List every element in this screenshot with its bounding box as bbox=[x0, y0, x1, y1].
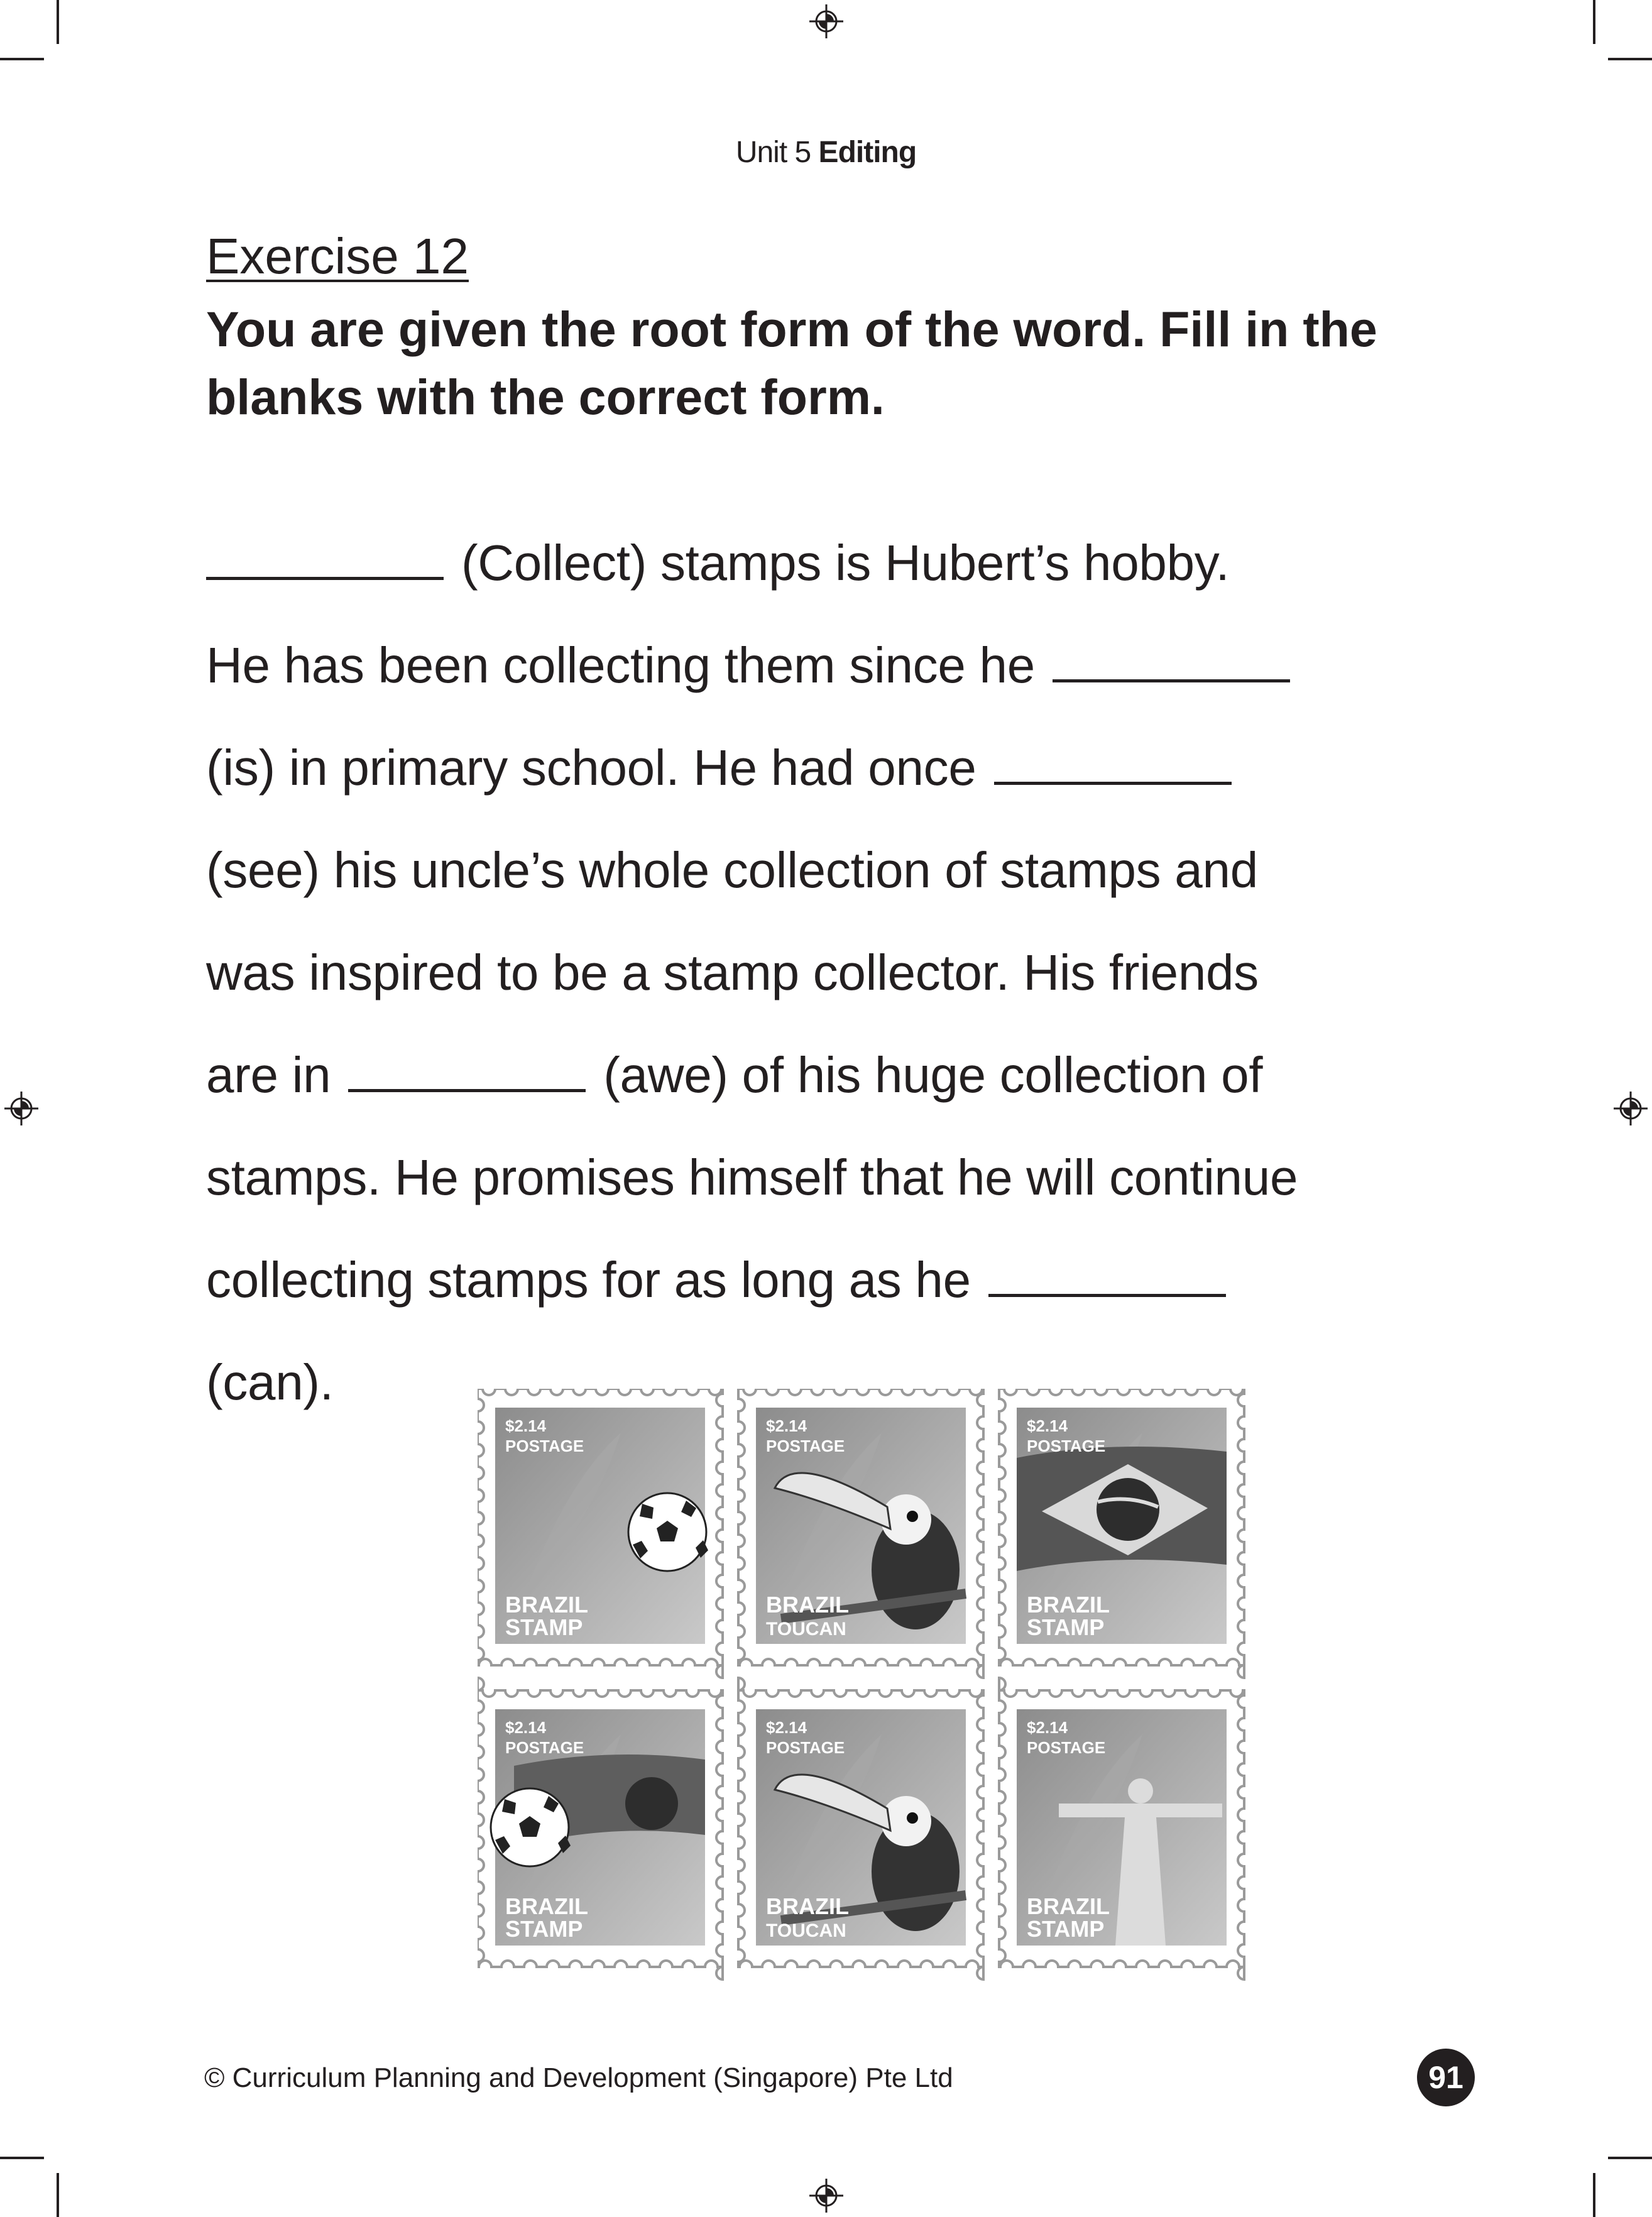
running-header bbox=[0, 135, 1652, 170]
passage-line bbox=[206, 1046, 1262, 1104]
flag-globe bbox=[1097, 1478, 1159, 1541]
stamp-postage: POSTAGE bbox=[1027, 1738, 1106, 1757]
flag-globe bbox=[625, 1777, 678, 1830]
stamp-subject: STAMP bbox=[1027, 1614, 1105, 1640]
passage-text: are in bbox=[206, 1047, 331, 1103]
passage-line bbox=[206, 1251, 1230, 1309]
toucan-eye bbox=[907, 1812, 918, 1824]
stamp-price: $2.14 bbox=[505, 1416, 547, 1435]
stamp bbox=[999, 1678, 1244, 1979]
stamp-country: BRAZIL bbox=[766, 1592, 849, 1618]
stamp-country: BRAZIL bbox=[505, 1592, 588, 1618]
passage-text: stamps. He promises himself that he will continue bbox=[206, 1149, 1298, 1205]
passage-text: (can). bbox=[206, 1354, 334, 1410]
stamps-illustration bbox=[478, 1389, 1257, 1986]
stamp-price: $2.14 bbox=[505, 1718, 547, 1737]
registration-mark-icon bbox=[3, 1090, 40, 1127]
stamp-postage: POSTAGE bbox=[766, 1738, 845, 1757]
passage-text: (see) his uncle’s whole collection of stamps and bbox=[206, 842, 1258, 898]
stamp bbox=[478, 1389, 723, 1678]
passage-line bbox=[206, 1149, 1298, 1207]
registration-mark-icon bbox=[808, 2177, 845, 2214]
passage-text: He has been collecting them since he bbox=[206, 637, 1035, 693]
stamp-country: BRAZIL bbox=[1027, 1592, 1110, 1618]
crop-mark bbox=[0, 58, 44, 60]
answer-blank[interactable] bbox=[1053, 642, 1290, 682]
stamp-country: BRAZIL bbox=[505, 1893, 588, 1919]
copyright-notice: © Curriculum Planning and Development (Singapore) Pte Ltd bbox=[204, 2062, 953, 2093]
registration-mark-icon bbox=[808, 3, 845, 40]
stamp-postage: POSTAGE bbox=[505, 1738, 584, 1757]
stamp-price: $2.14 bbox=[1027, 1416, 1068, 1435]
stamp-subject: STAMP bbox=[505, 1614, 583, 1640]
answer-blank[interactable] bbox=[206, 539, 444, 580]
toucan-eye bbox=[907, 1511, 918, 1522]
passage-text: (is) in primary school. He had once bbox=[206, 740, 976, 796]
stamp-subject: TOUCAN bbox=[766, 1619, 846, 1639]
section-label: Editing bbox=[818, 136, 917, 169]
passage-text: (awe) of his huge collection of bbox=[603, 1047, 1263, 1103]
passage-text: (Collect) stamps is Hubert’s hobby. bbox=[461, 535, 1230, 591]
stamp-price: $2.14 bbox=[766, 1416, 807, 1435]
passage-text: was inspired to be a stamp collector. His friends bbox=[206, 944, 1259, 1000]
page-number: 91 bbox=[1417, 2049, 1475, 2106]
stamp-subject: STAMP bbox=[505, 1916, 583, 1942]
passage-line bbox=[206, 841, 1258, 899]
registration-mark-icon bbox=[1612, 1090, 1649, 1127]
stamp-country: BRAZIL bbox=[1027, 1893, 1110, 1919]
stamp-postage: POSTAGE bbox=[505, 1437, 584, 1455]
stamp-country: BRAZIL bbox=[766, 1893, 849, 1919]
answer-blank[interactable] bbox=[994, 744, 1232, 785]
statue-head bbox=[1128, 1778, 1153, 1804]
stamp-price: $2.14 bbox=[1027, 1718, 1068, 1737]
stamp bbox=[999, 1389, 1244, 1678]
crop-mark bbox=[0, 2157, 44, 2159]
passage-line bbox=[206, 1354, 334, 1411]
passage-line bbox=[206, 637, 1294, 694]
crop-mark bbox=[57, 2173, 59, 2217]
passage-line bbox=[206, 534, 1230, 592]
answer-blank[interactable] bbox=[988, 1256, 1226, 1297]
passage-line bbox=[206, 944, 1259, 1002]
exercise-instructions: You are given the root form of the word. Fill in the blanks with the correct form. bbox=[206, 301, 1377, 425]
answer-blank[interactable] bbox=[348, 1051, 586, 1092]
stamp bbox=[478, 1678, 723, 1979]
stamp bbox=[738, 1678, 983, 1979]
exercise-title: Exercise 12 bbox=[206, 228, 469, 284]
stamp-postage: POSTAGE bbox=[766, 1437, 845, 1455]
passage-line bbox=[206, 739, 1235, 797]
crop-mark bbox=[1593, 0, 1595, 44]
stamp-postage: POSTAGE bbox=[1027, 1437, 1106, 1455]
crop-mark bbox=[1608, 58, 1652, 60]
stamp-price: $2.14 bbox=[766, 1718, 807, 1737]
crop-mark bbox=[1593, 2173, 1595, 2217]
crop-mark bbox=[57, 0, 59, 44]
stamp-subject: STAMP bbox=[1027, 1916, 1105, 1942]
passage-text: collecting stamps for as long as he bbox=[206, 1252, 971, 1308]
unit-label: Unit 5 bbox=[735, 136, 811, 169]
crop-mark bbox=[1608, 2157, 1652, 2159]
stamp-subject: TOUCAN bbox=[766, 1920, 846, 1941]
stamp bbox=[738, 1389, 983, 1678]
